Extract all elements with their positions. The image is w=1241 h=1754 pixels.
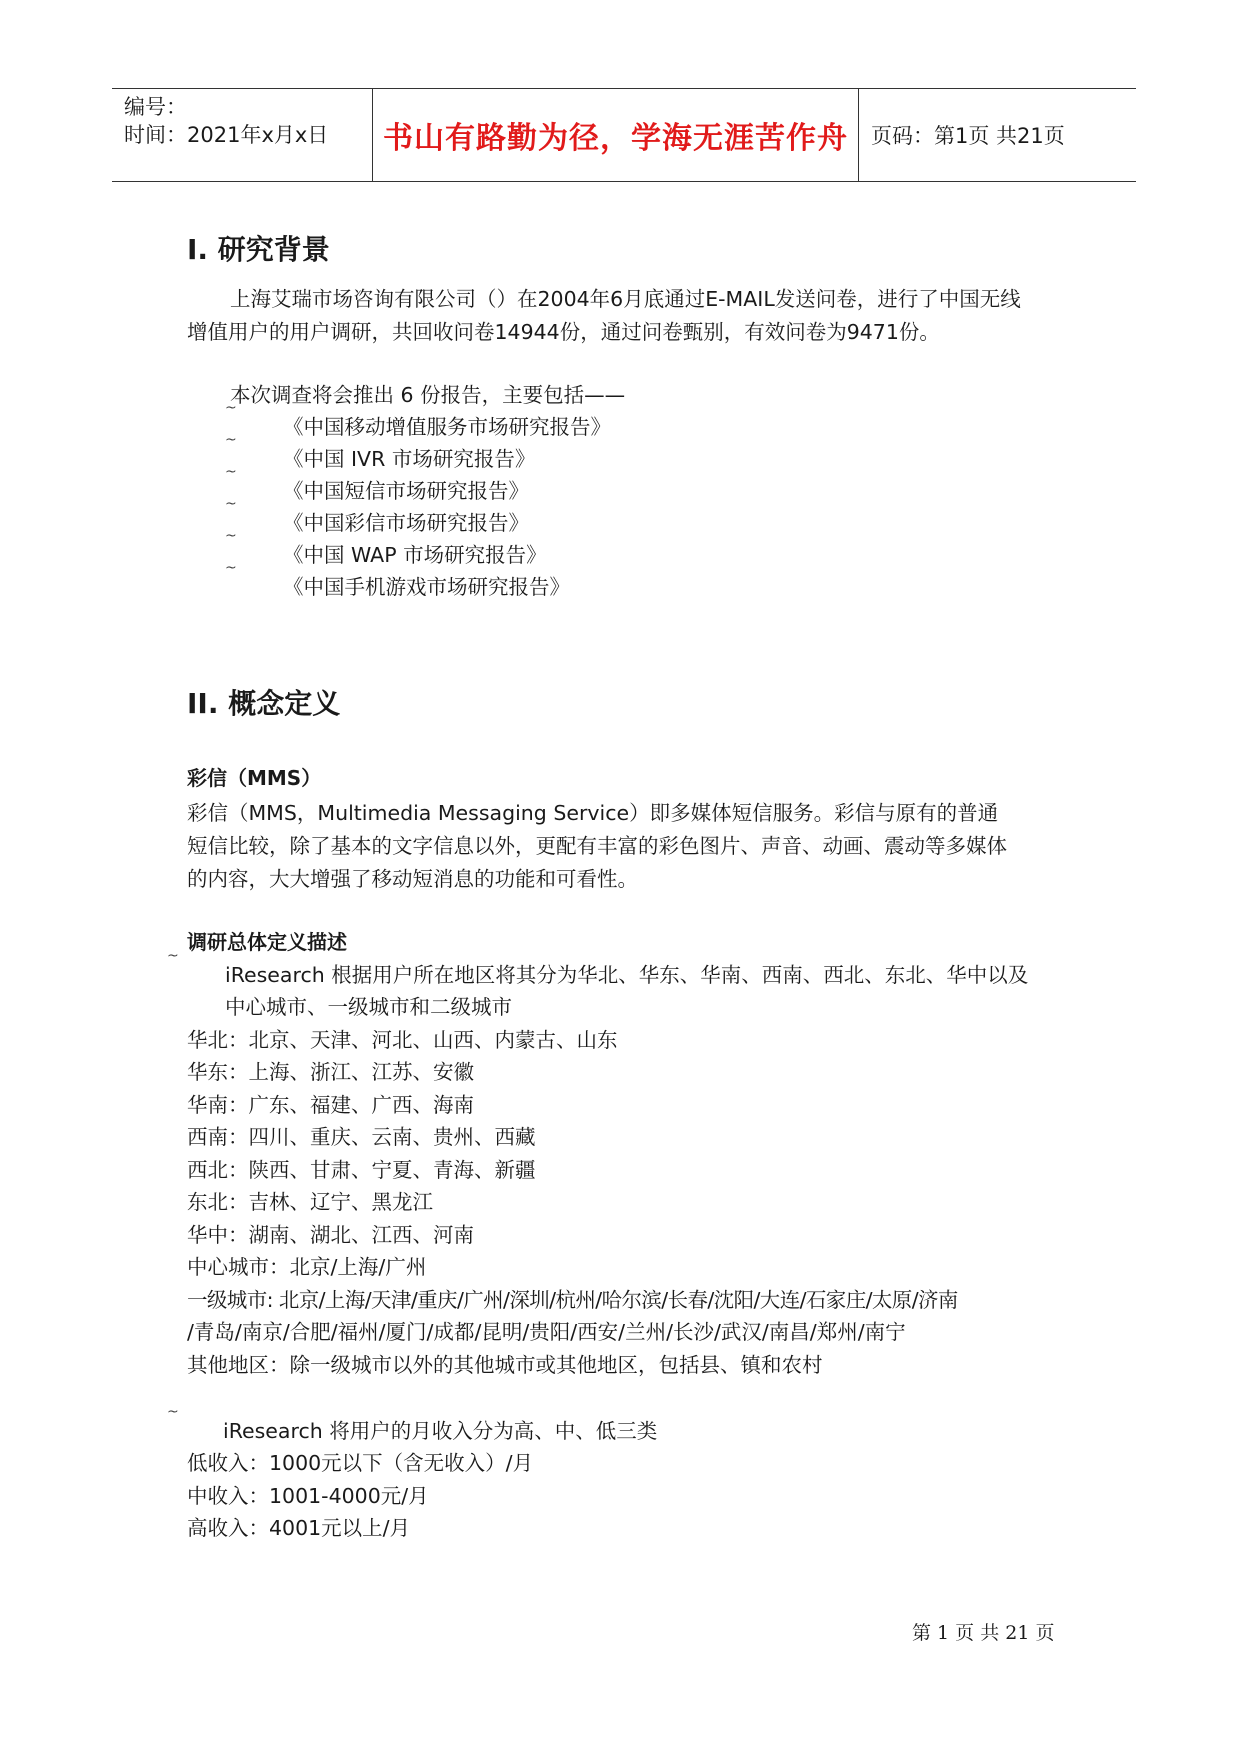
bullet-icon: ~ xyxy=(167,1404,179,1420)
mms-paragraph-line-2: 短信比较，除了基本的文字信息以外，更配有丰富的彩色图片、声音、动画、震动等多媒体 xyxy=(187,834,1007,858)
background-paragraph-line-2: 增值用户的用户调研，共回收问卷14944份，通过问卷甄别，有效问卷为9471份。 xyxy=(187,320,940,344)
page-footer: 第 1 页 共 21 页 xyxy=(912,1622,1055,1644)
income-item: 中收入：1001-4000元/月 xyxy=(187,1484,429,1508)
region-item: 中心城市：北京/上海/广州 xyxy=(187,1255,427,1279)
region-item: 东北：吉林、辽宁、黑龙江 xyxy=(187,1190,433,1214)
bullet-icon: ~ xyxy=(225,432,237,448)
region-item: 华南：广东、福建、广西、海南 xyxy=(187,1093,474,1117)
region-item: 华中：湖南、湖北、江西、河南 xyxy=(187,1223,474,1247)
income-item: 低收入：1000元以下（含无收入）/月 xyxy=(187,1451,534,1475)
header-page-cell xyxy=(859,89,1136,181)
header-motto-cell xyxy=(373,89,859,181)
section-heading-background: I. 研究背景 xyxy=(187,233,330,266)
bullet-icon: ~ xyxy=(225,496,237,512)
document-number-label: 编号： xyxy=(124,95,187,119)
header-page-label: 页码：第1页 共21页 xyxy=(871,124,1065,148)
report-item: 《中国短信市场研究报告》 xyxy=(283,479,529,503)
bullet-icon: ~ xyxy=(225,400,237,416)
bullet-icon: ~ xyxy=(167,948,179,964)
report-item: 《中国手机游戏市场研究报告》 xyxy=(283,575,570,599)
bullet-icon: ~ xyxy=(225,528,237,544)
region-item: 西北：陕西、甘肃、宁夏、青海、新疆 xyxy=(187,1158,536,1182)
mms-paragraph-line-3: 的内容，大大增强了移动短消息的功能和可看性。 xyxy=(187,867,638,891)
header-meta-cell xyxy=(112,89,373,181)
region-intro-line-2: 中心城市、一级城市和二级城市 xyxy=(225,995,512,1019)
income-intro: iResearch 将用户的月收入分为高、中、低三类 xyxy=(223,1419,658,1443)
bullet-icon: ~ xyxy=(225,560,237,576)
region-item: 华北：北京、天津、河北、山西、内蒙古、山东 xyxy=(187,1028,618,1052)
report-item: 《中国彩信市场研究报告》 xyxy=(283,511,529,535)
report-item: 《中国 WAP 市场研究报告》 xyxy=(283,543,547,567)
document-header xyxy=(112,88,1136,182)
document-time-label: 时间：2021年x月x日 xyxy=(124,123,329,147)
report-item: 《中国 IVR 市场研究报告》 xyxy=(283,447,536,471)
bullet-icon: ~ xyxy=(225,464,237,480)
mms-subheading: 彩信（MMS） xyxy=(187,766,322,790)
income-item: 高收入：4001元以上/月 xyxy=(187,1516,411,1540)
mms-paragraph-line-1: 彩信（MMS，Multimedia Messaging Service）即多媒体短信服务。彩信与原有的普通 xyxy=(187,801,999,825)
tier1-cities-line-2: /青岛/南京/合肥/福州/厦门/成都/昆明/贵阳/西安/兰州/长沙/武汉/南昌/郑州/南宁 xyxy=(187,1320,906,1344)
header-motto: 书山有路勤为径，学海无涯苦作舟 xyxy=(383,121,848,156)
background-paragraph-line-1: 上海艾瑞市场咨询有限公司（）在2004年6月底通过E-MAIL发送问卷，进行了中国无线 xyxy=(230,287,1021,311)
survey-definition-subheading: 调研总体定义描述 xyxy=(187,930,347,954)
region-item: 西南：四川、重庆、云南、贵州、西藏 xyxy=(187,1125,536,1149)
report-list-intro: 本次调查将会推出 6 份报告，主要包括—— xyxy=(230,383,626,407)
report-item: 《中国移动增值服务市场研究报告》 xyxy=(283,415,611,439)
tier1-cities-line-1: 一级城市: 北京/上海/天津/重庆/广州/深圳/杭州/哈尔滨/长春/沈阳/大连/石家庄/太原/济南 xyxy=(187,1288,958,1312)
other-regions: 其他地区：除一级城市以外的其他城市或其他地区，包括县、镇和农村 xyxy=(187,1353,823,1377)
region-intro-line-1: iResearch 根据用户所在地区将其分为华北、华东、华南、西南、西北、东北、华中以及 xyxy=(225,963,1029,987)
region-item: 华东：上海、浙江、江苏、安徽 xyxy=(187,1060,474,1084)
section-heading-definitions: II. 概念定义 xyxy=(187,687,341,720)
